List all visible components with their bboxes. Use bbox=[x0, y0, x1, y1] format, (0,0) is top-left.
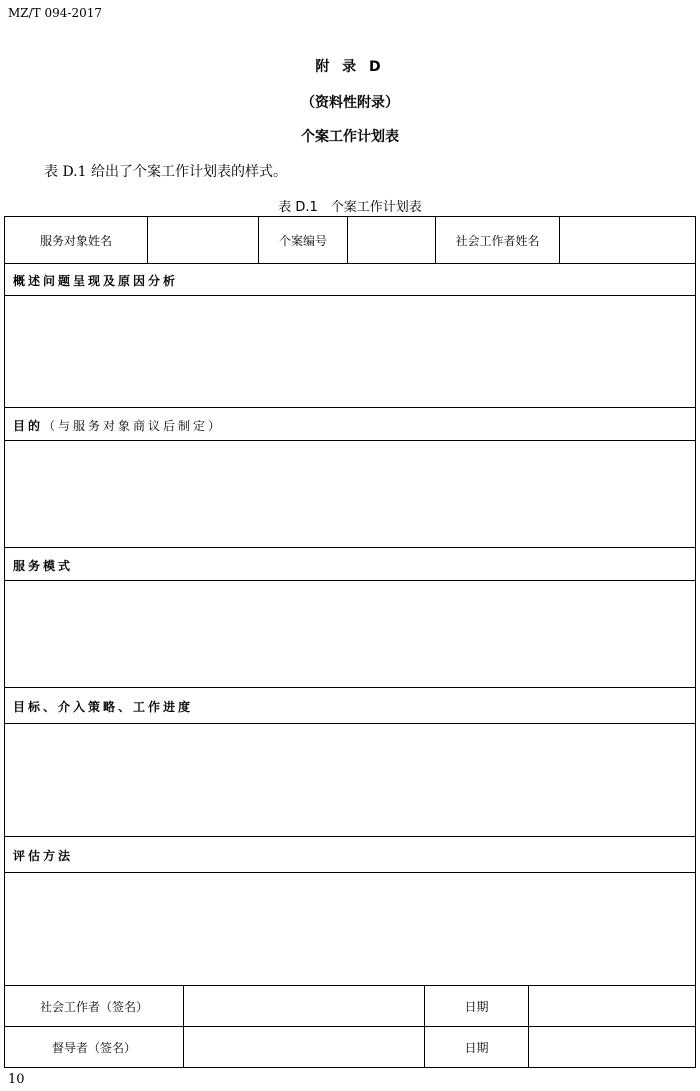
worker-sign-row bbox=[5, 985, 695, 1027]
appendix-title: 附 录 D bbox=[315, 59, 385, 75]
evaluation-label-row bbox=[5, 836, 695, 873]
appendix-type: （资料性附录） bbox=[301, 95, 399, 111]
client-name-label: 服务对象姓名 bbox=[39, 233, 112, 248]
objective-label: 目标、介入策略、工作进度 bbox=[13, 700, 194, 714]
worker-sign-label: 社会工作者（签名） bbox=[39, 1000, 148, 1014]
table-caption: 表 D.1 个案工作计划表 bbox=[278, 200, 422, 215]
standard-code: MZ/T 094-2017 bbox=[8, 6, 102, 20]
case-number-label: 个案编号 bbox=[258, 217, 347, 263]
appendix-heading: 个案工作计划表 bbox=[301, 129, 399, 145]
evaluation-label: 评估方法 bbox=[13, 849, 74, 863]
form-header-row bbox=[5, 217, 695, 263]
case-number-field[interactable] bbox=[347, 217, 435, 263]
problem-label-row bbox=[5, 263, 695, 296]
worker-date-field[interactable] bbox=[528, 986, 695, 1027]
goal-note: （与服务对象商议后制定） bbox=[43, 419, 224, 433]
objective-label-row bbox=[5, 687, 695, 724]
service-mode-label: 服务模式 bbox=[13, 559, 74, 573]
intro-text: 表 D.1 给出了个案工作计划表的样式。 bbox=[44, 164, 287, 180]
problem-label: 概述问题呈现及原因分析 bbox=[13, 274, 179, 288]
supervisor-sign-row bbox=[5, 1026, 695, 1068]
date-label-2: 日期 bbox=[424, 1027, 528, 1068]
goal-field[interactable] bbox=[5, 440, 695, 548]
goal-label: 目的 bbox=[13, 419, 44, 433]
supervisor-date-field[interactable] bbox=[528, 1027, 695, 1068]
evaluation-field[interactable] bbox=[5, 872, 695, 986]
worker-name-field[interactable] bbox=[559, 217, 695, 263]
problem-field[interactable] bbox=[5, 295, 695, 408]
worker-sign-field[interactable] bbox=[183, 986, 424, 1027]
client-name-field[interactable] bbox=[147, 217, 258, 263]
supervisor-sign-label: 督导者（签名） bbox=[51, 1041, 136, 1055]
date-label-1: 日期 bbox=[424, 986, 528, 1027]
service-mode-field[interactable] bbox=[5, 580, 695, 688]
case-plan-form bbox=[4, 216, 696, 1068]
goal-label-row bbox=[5, 407, 695, 441]
supervisor-sign-field[interactable] bbox=[183, 1027, 424, 1068]
service-mode-label-row bbox=[5, 547, 695, 581]
worker-name-label: 社会工作者姓名 bbox=[435, 217, 559, 263]
objective-field[interactable] bbox=[5, 723, 695, 837]
page-number: 10 bbox=[8, 1072, 25, 1087]
